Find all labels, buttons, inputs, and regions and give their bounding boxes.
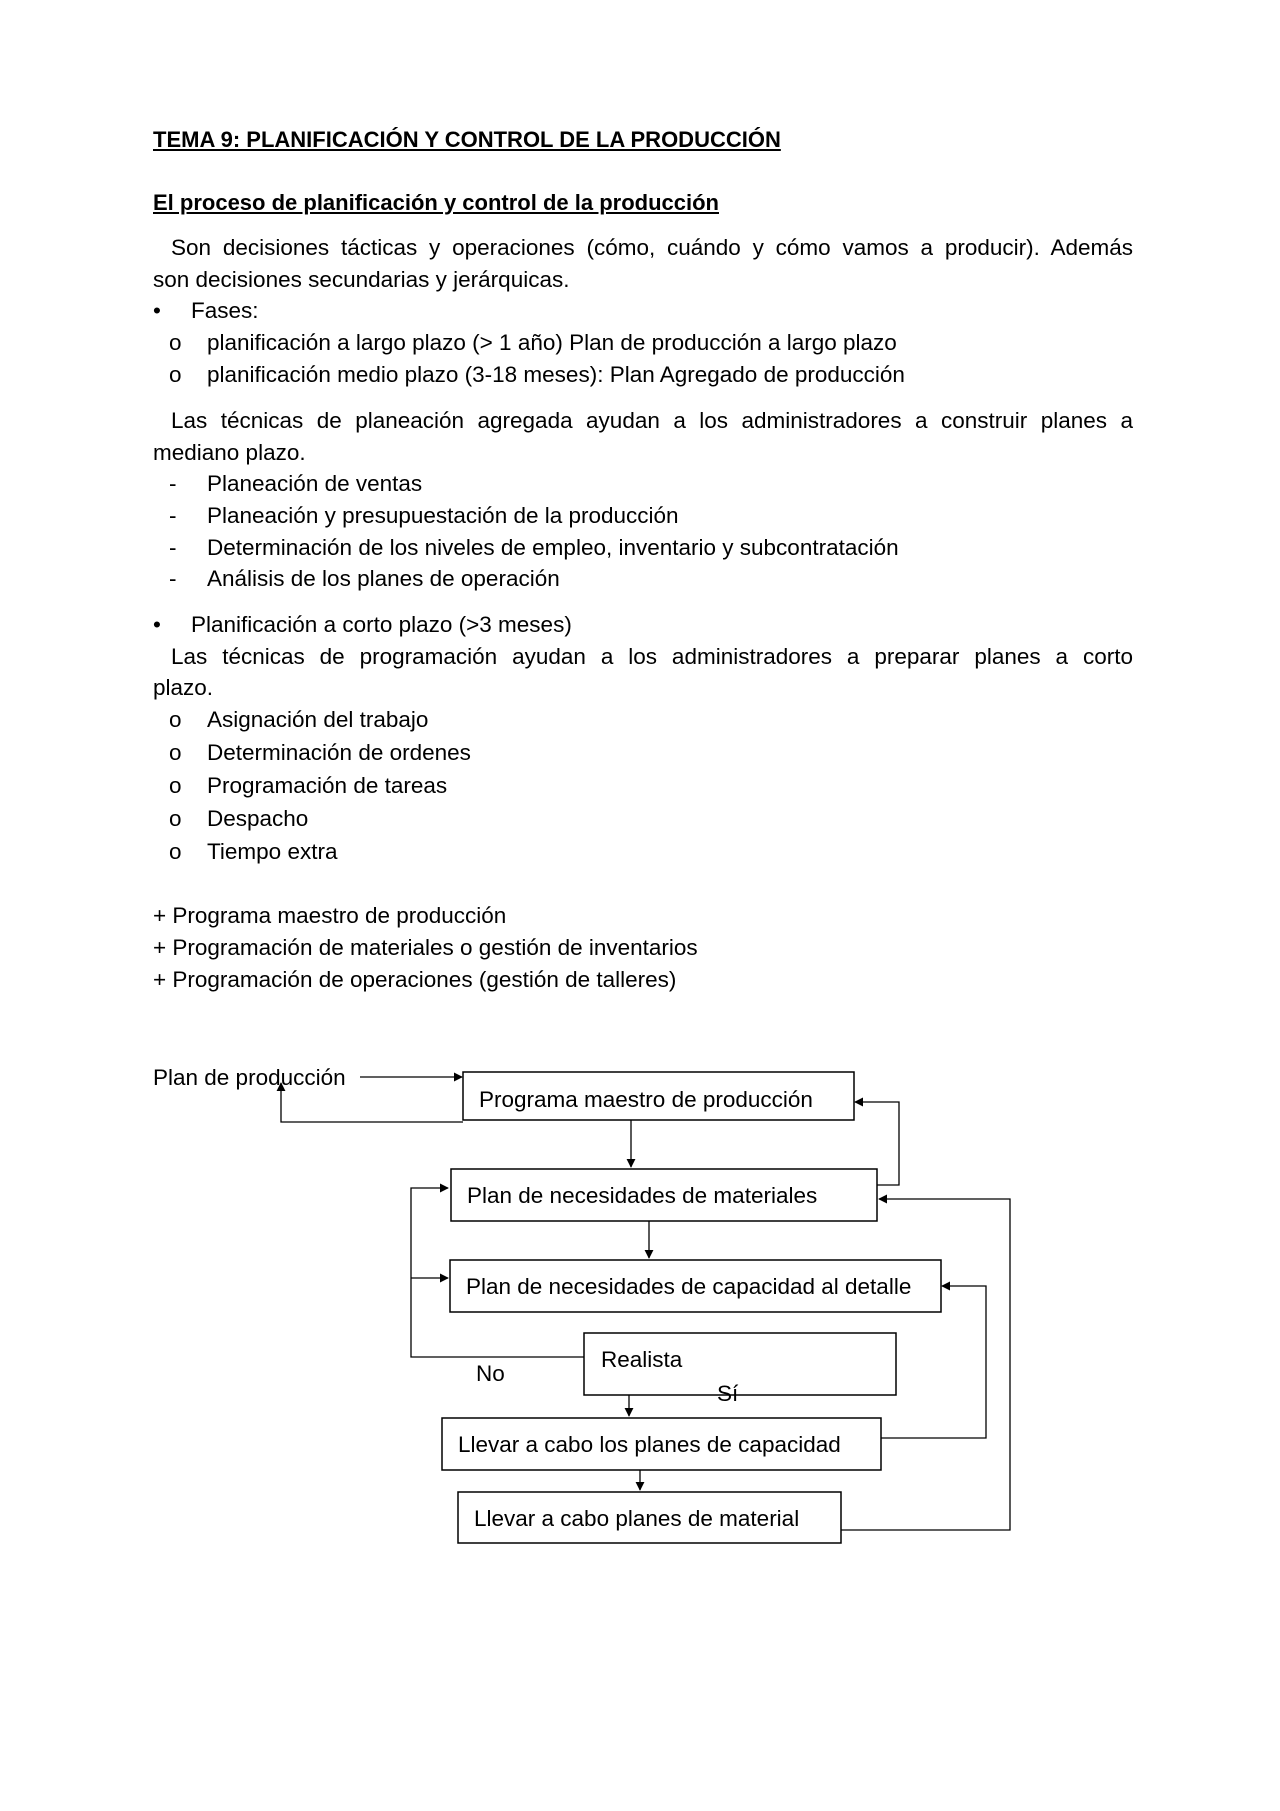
label-plan-produccion: Plan de producción <box>153 1065 346 1090</box>
circle-marker: o <box>169 773 182 798</box>
label-realista: Realista <box>601 1347 683 1372</box>
dash-marker: - <box>169 471 177 496</box>
bullet-marker: • <box>153 298 161 323</box>
short-paragraph-line2: plazo. <box>153 675 214 700</box>
aggregate-item-1: Planeación de ventas <box>207 471 423 496</box>
aggregate-paragraph-line2: mediano plazo. <box>153 440 306 465</box>
plus-item-3: + Programación de operaciones (gestión de talleres) <box>153 967 677 992</box>
circle-marker: o <box>169 330 182 355</box>
label-programa-maestro: Programa maestro de producción <box>479 1087 813 1112</box>
short-item-2: Determinación de ordenes <box>207 740 471 765</box>
dash-marker: - <box>169 503 177 528</box>
bullet-corto-plazo-text: Planificación a corto plazo (>3 meses) <box>191 612 572 637</box>
circle-marker: o <box>169 839 182 864</box>
circle-marker: o <box>169 740 182 765</box>
bullet-fases-text: Fases: <box>191 298 259 323</box>
dash-marker: - <box>169 566 177 591</box>
intro-paragraph-line2: son decisiones secundarias y jerárquicas. <box>153 267 570 292</box>
label-llevar-material: Llevar a cabo planes de material <box>474 1506 800 1531</box>
phase-item-1: planificación a largo plazo (> 1 año) Plan de producción a largo plazo <box>207 330 897 355</box>
aggregate-item-2: Planeación y presupuestación de la producción <box>207 503 679 528</box>
label-si: Sí <box>717 1381 739 1406</box>
aggregate-item-4: Análisis de los planes de operación <box>207 566 560 591</box>
phase-item-2: planificación medio plazo (3-18 meses): Plan Agregado de producción <box>207 362 905 387</box>
short-paragraph-line1: Las técnicas de programación ayudan a los administradores a preparar planes a corto <box>171 644 1133 669</box>
circle-marker: o <box>169 707 182 732</box>
short-item-1: Asignación del trabajo <box>207 707 429 732</box>
label-necesidades-materiales: Plan de necesidades de materiales <box>467 1183 818 1208</box>
short-item-4: Despacho <box>207 806 309 831</box>
circle-marker: o <box>169 806 182 831</box>
aggregate-paragraph-line1: Las técnicas de planeación agregada ayudan a los administradores a construir planes a <box>171 408 1133 433</box>
bullet-marker: • <box>153 612 161 637</box>
label-no: No <box>476 1361 505 1386</box>
document-title: TEMA 9: PLANIFICACIÓN Y CONTROL DE LA PRODUCCIÓN <box>153 127 781 152</box>
circle-marker: o <box>169 362 182 387</box>
plus-item-2: + Programación de materiales o gestión de inventarios <box>153 935 698 960</box>
dash-marker: - <box>169 535 177 560</box>
label-llevar-capacidad: Llevar a cabo los planes de capacidad <box>458 1432 841 1457</box>
label-necesidades-capacidad: Plan de necesidades de capacidad al detalle <box>466 1274 912 1299</box>
intro-paragraph-line1: Son decisiones tácticas y operaciones (cómo, cuándo y cómo vamos a producir). Además <box>171 235 1133 260</box>
aggregate-item-3: Determinación de los niveles de empleo, inventario y subcontratación <box>207 535 899 560</box>
short-item-5: Tiempo extra <box>207 839 338 864</box>
section-heading: El proceso de planificación y control de la producción <box>153 190 719 215</box>
plus-item-1: + Programa maestro de producción <box>153 903 507 928</box>
short-item-3: Programación de tareas <box>207 773 448 798</box>
